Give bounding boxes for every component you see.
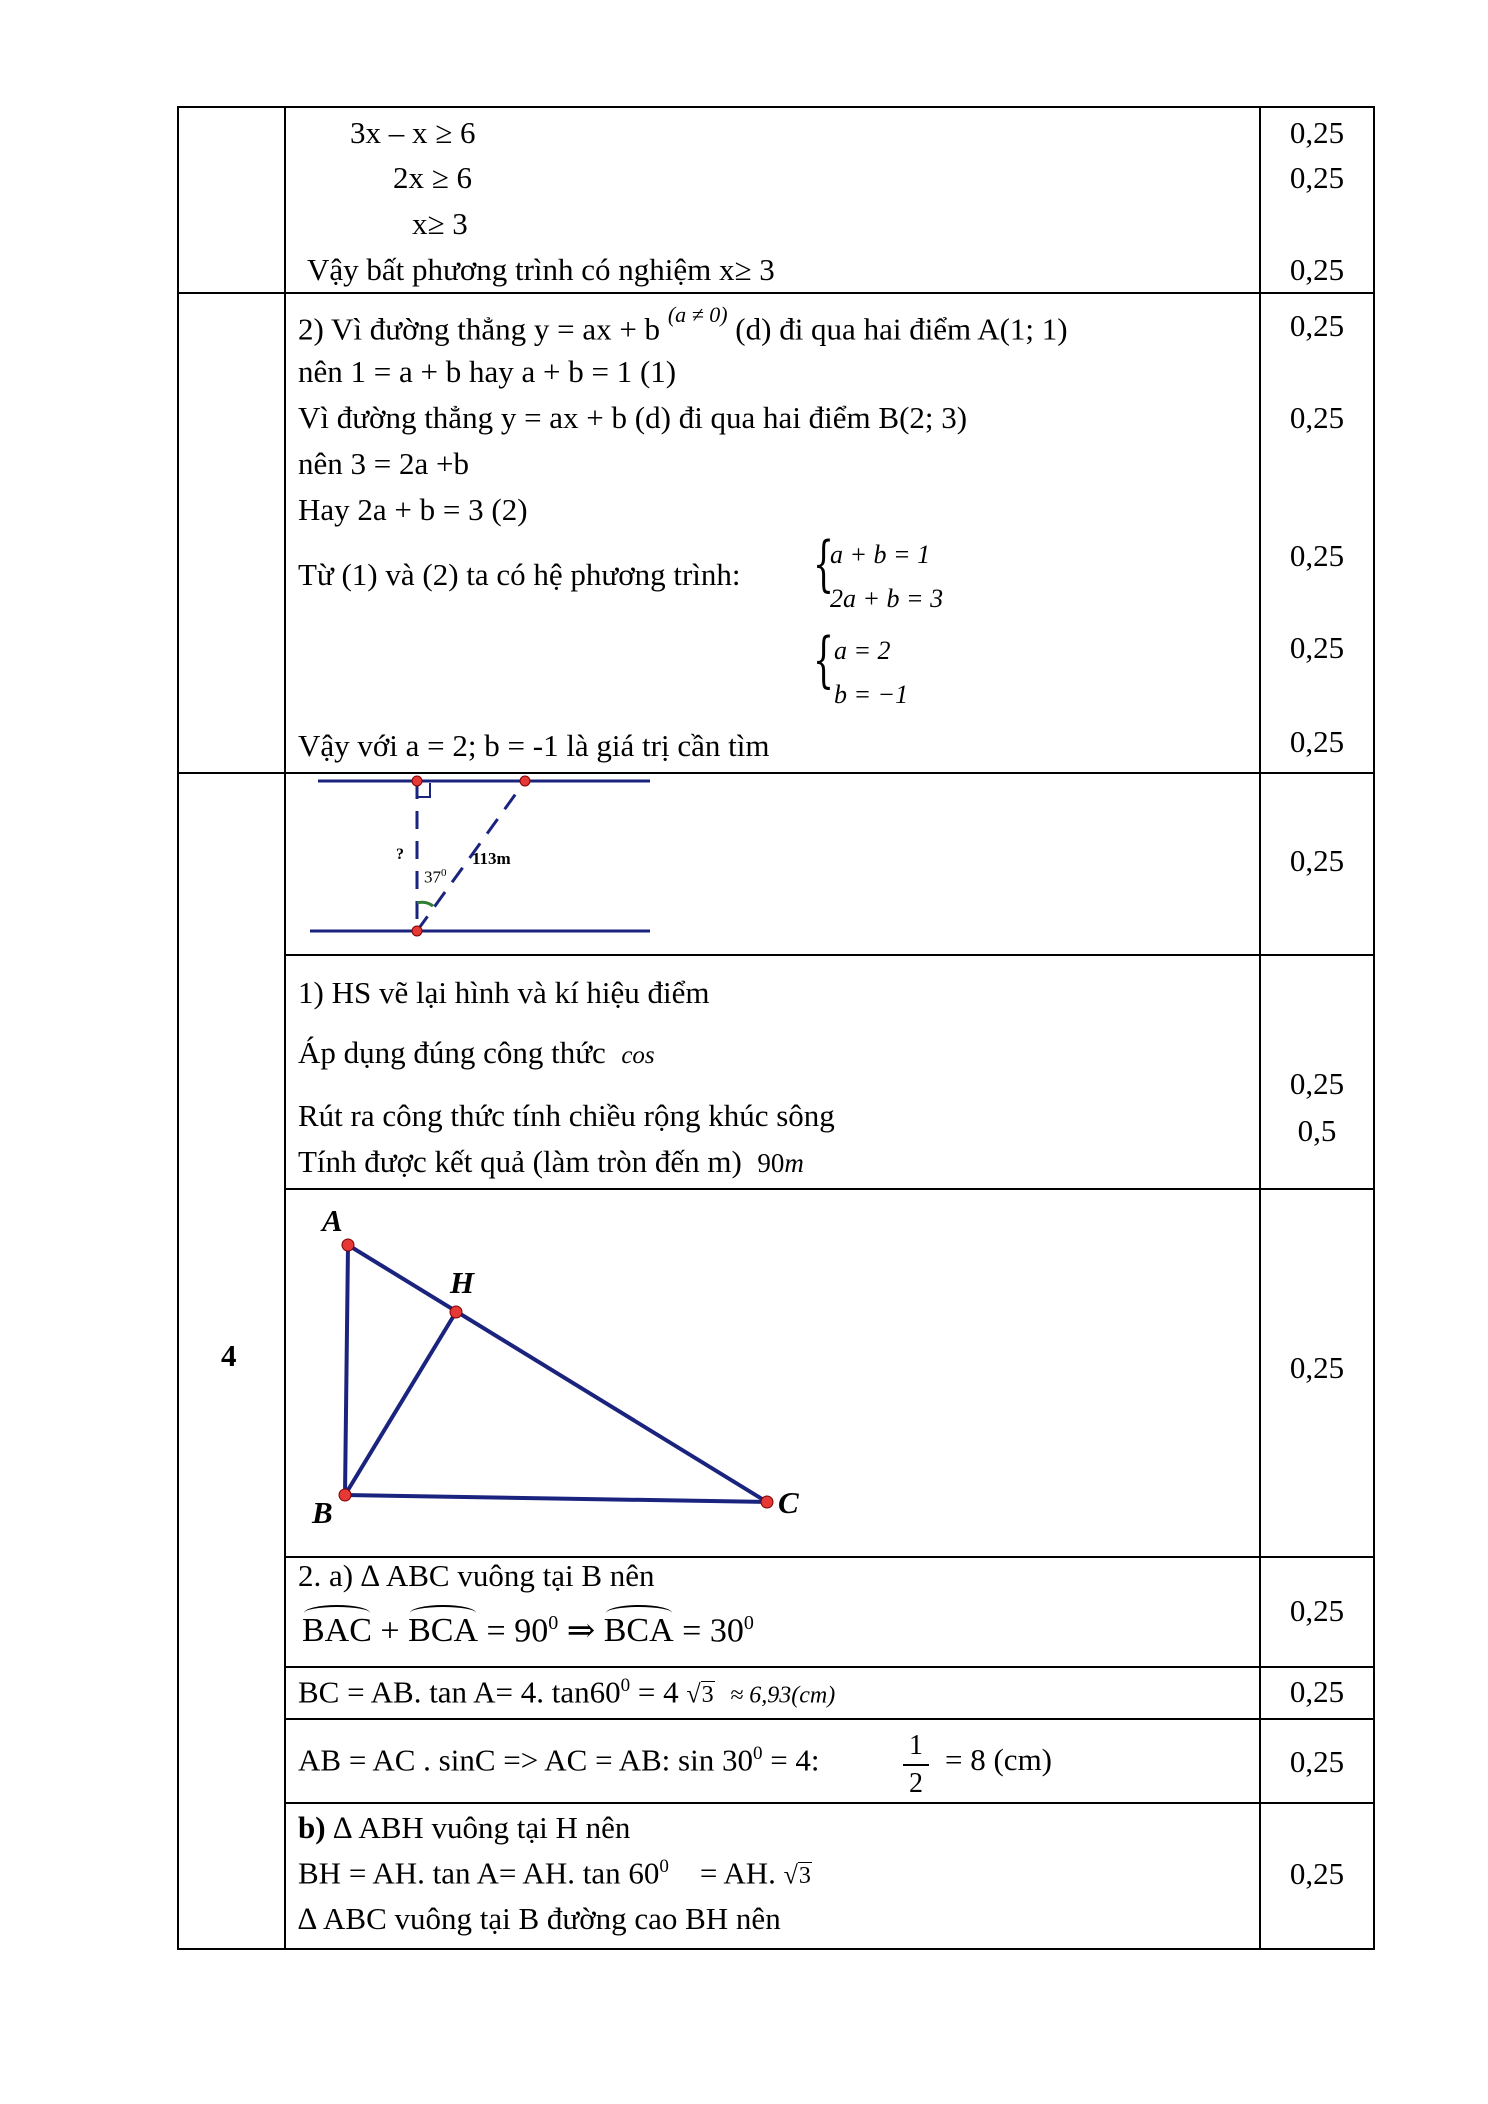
score: 0,25 <box>1289 1593 1345 1628</box>
angle-degree: 0 <box>441 867 447 879</box>
angle-bca: BCA <box>603 1612 674 1650</box>
row-line <box>284 1718 1375 1720</box>
point <box>520 776 530 786</box>
ineq-line-3: x≥ 3 <box>412 206 468 241</box>
bh-equation <box>298 1855 812 1891</box>
score: 0,25 <box>1289 160 1345 195</box>
score: 0,25 <box>1289 630 1345 665</box>
degree: 0 <box>743 1612 754 1634</box>
score: 0,25 <box>1289 843 1345 878</box>
system-eq-2: 2a + b = 3 <box>830 584 944 613</box>
ineq-line-2: 2x ≥ 6 <box>393 160 473 195</box>
math-text: = 4 <box>630 1674 679 1710</box>
line-eq-statement <box>298 302 1068 347</box>
sqrt-radicand: 3 <box>798 1863 811 1890</box>
part-2a-intro: 2. a) ∆ ABC vuông tại B nên <box>298 1558 655 1593</box>
angle-label <box>424 868 447 886</box>
system-eq-1: a + b = 1 <box>830 540 931 569</box>
ac-equation <box>298 1742 820 1778</box>
row-line <box>284 1802 1375 1804</box>
part-b-label: b) <box>298 1810 326 1845</box>
point <box>412 776 422 786</box>
equation-2a: nên 3 = 2a +b <box>298 446 469 481</box>
math-text: ⇒ <box>558 1612 604 1650</box>
score: 0,25 <box>1289 115 1345 150</box>
row-line <box>178 1948 1375 1950</box>
angle-value: 37 <box>424 867 441 887</box>
math-text: = 90 <box>478 1612 549 1650</box>
step-text: Áp dụng đúng công thức <box>298 1035 606 1070</box>
altitude-bh <box>345 1312 456 1495</box>
label-b: B <box>312 1495 333 1530</box>
score: 0,25 <box>1289 252 1345 287</box>
degree: 0 <box>548 1612 559 1634</box>
fraction-bar <box>903 1764 929 1766</box>
vertex-c <box>761 1496 773 1508</box>
statement-text: 2) Vì đường thẳng y = ax + b <box>298 311 661 347</box>
col-line <box>1373 106 1375 1950</box>
section-number: 4 <box>221 1338 237 1373</box>
abc-altitude-statement: ∆ ABC vuông tại B đường cao BH nên <box>298 1901 781 1936</box>
ac-result: = 8 (cm) <box>945 1742 1053 1777</box>
solution-a: a = 2 <box>834 636 891 665</box>
col-line <box>177 106 179 1950</box>
denominator: 2 <box>909 1768 923 1799</box>
col-line <box>1259 106 1261 1950</box>
score: 0,25 <box>1289 1744 1345 1779</box>
math-text: BH = AH. tan A= AH. tan 60 <box>298 1855 660 1891</box>
bc-equation <box>298 1674 836 1710</box>
degree: 0 <box>752 1743 763 1764</box>
score: 0,25 <box>1289 1674 1345 1709</box>
point <box>412 926 422 936</box>
row-line <box>284 954 1375 956</box>
part-b-intro <box>298 1812 630 1843</box>
score: 0,25 <box>1289 724 1345 759</box>
row-line <box>178 772 1375 774</box>
math-text: = 4: <box>762 1742 820 1778</box>
line-conclusion: Vậy với a = 2; b = -1 là giá trị cần tìm <box>298 728 770 763</box>
sqrt-sign: √ <box>783 1860 798 1890</box>
angle-bca: BCA <box>408 1612 479 1650</box>
math-text: AB = AC . sinC => AC = AB: sin 30 <box>298 1742 753 1778</box>
foot-h <box>450 1306 462 1318</box>
cos-symbol: cos <box>621 1042 655 1069</box>
side-ac <box>348 1245 767 1502</box>
system-intro: Từ (1) và (2) ta có hệ phương trình: <box>298 557 741 592</box>
statement-2: Vì đường thẳng y = ax + b (d) đi qua hai điểm B(2; 3) <box>298 400 968 435</box>
equation-1: nên 1 = a + b hay a + b = 1 (1) <box>298 354 677 389</box>
vertex-b <box>339 1489 351 1501</box>
row-line <box>178 106 1375 108</box>
math-text: = 30 <box>673 1612 744 1650</box>
math-text: BC = AB. tan A= 4. tan60 <box>298 1674 621 1710</box>
math-text: ∆ ABH vuông tại H nên <box>325 1810 631 1845</box>
statement-text: (d) đi qua hai điểm A(1; 1) <box>735 311 1068 347</box>
label-h: H <box>450 1265 475 1300</box>
fraction-half <box>903 1732 929 1798</box>
score: 0,25 <box>1289 400 1345 435</box>
triangle-figure <box>290 1195 810 1535</box>
col-line <box>284 106 286 1950</box>
angle-equation <box>302 1613 754 1648</box>
distance-label: 113m <box>472 849 511 868</box>
math-text: = AH. <box>699 1855 776 1891</box>
sqrt-sign: √ <box>686 1679 701 1709</box>
score: 0,25 <box>1289 538 1345 573</box>
vertex-a <box>342 1239 354 1251</box>
system-brace: { <box>813 625 835 695</box>
numerator: 1 <box>909 1730 923 1761</box>
row-line <box>178 292 1375 294</box>
row-line <box>284 1188 1375 1190</box>
result-unit: m <box>784 1148 804 1178</box>
degree: 0 <box>620 1675 631 1696</box>
degree: 0 <box>659 1856 669 1877</box>
score: 0,5 <box>1297 1113 1337 1148</box>
step-derive: Rút ra công thức tính chiều rộng khúc sông <box>298 1098 835 1133</box>
math-text: + <box>371 1612 409 1650</box>
side-bc <box>345 1495 767 1502</box>
step-result <box>298 1146 804 1177</box>
step-draw: 1) HS vẽ lại hình và kí hiệu điểm <box>298 975 710 1010</box>
score: 0,25 <box>1289 1066 1345 1101</box>
approx-result: ≈ 6,93(cm) <box>730 1682 836 1709</box>
row-line <box>284 1666 1375 1668</box>
ineq-line-1: 3x – x ≥ 6 <box>350 115 476 150</box>
ineq-conclusion: Vậy bất phương trình có nghiệm x≥ 3 <box>307 252 775 287</box>
step-text: Tính được kết quả (làm tròn đến m) <box>298 1144 742 1179</box>
angle-bac: BAC <box>302 1612 372 1650</box>
condition: (a ≠ 0) <box>667 302 728 327</box>
result-value: 90 <box>757 1148 785 1178</box>
solution-b: b = −1 <box>834 680 909 709</box>
angle-arc <box>417 902 433 906</box>
unknown-width-label: ? <box>396 846 404 863</box>
label-a: A <box>322 1203 343 1238</box>
side-ab <box>345 1245 348 1495</box>
sqrt-radicand: 3 <box>701 1682 714 1709</box>
label-c: C <box>778 1485 799 1520</box>
system-brace: { <box>813 529 835 599</box>
score: 0,25 <box>1289 308 1345 343</box>
equation-2: Hay 2a + b = 3 (2) <box>298 492 528 527</box>
score: 0,25 <box>1289 1350 1345 1385</box>
score: 0,25 <box>1289 1856 1345 1891</box>
step-formula <box>298 1037 655 1068</box>
